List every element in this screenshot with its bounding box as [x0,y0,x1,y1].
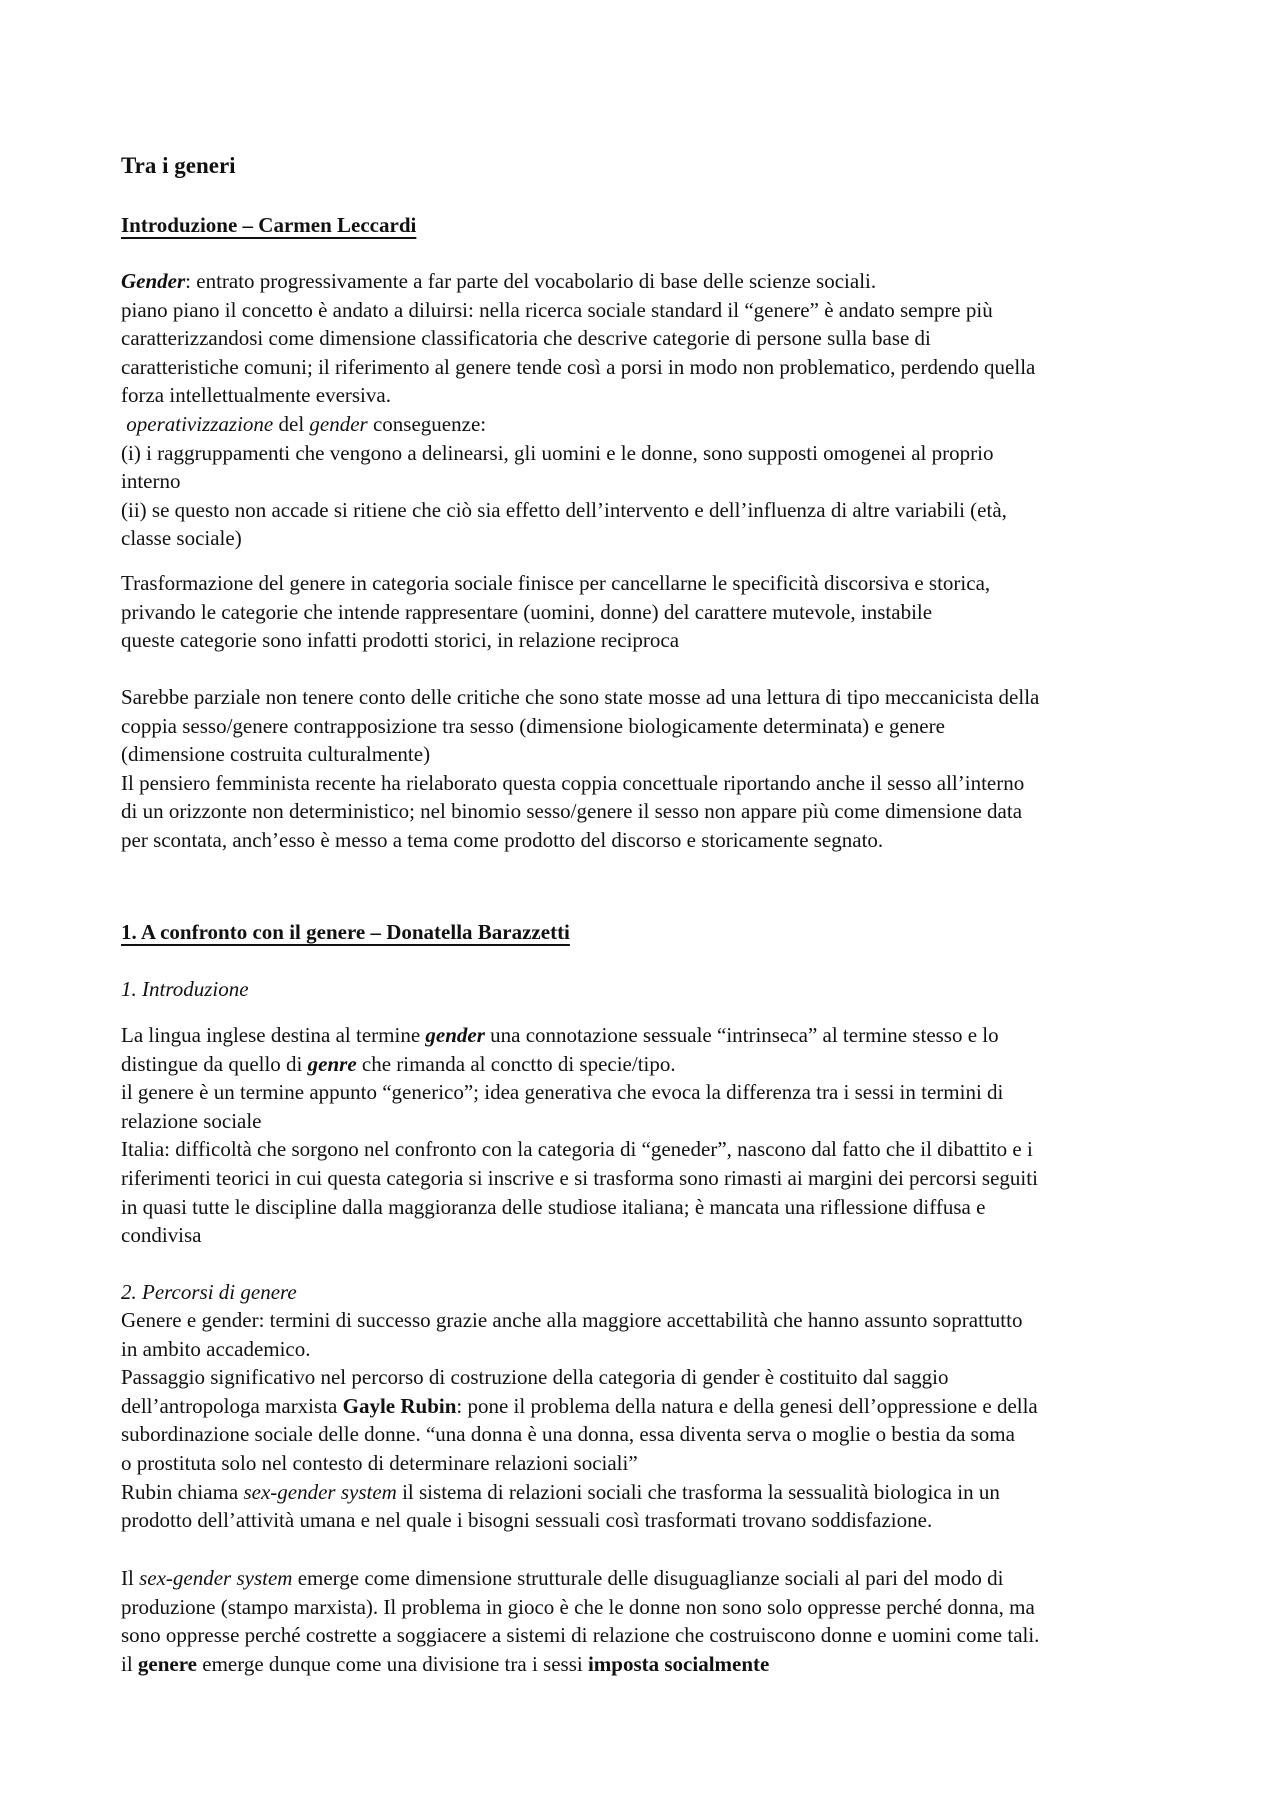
subsection-percorsi [121,1278,1171,1307]
text-line: di un orizzonte non deterministico; nel binomio sesso/genere il sesso non appare più come dimensione data [121,799,1023,824]
term-genere: genere [137,1651,198,1676]
text-line: produzione (stampo marxista). Il problema in gioco è che le donne non sono solo oppresse perché donna, ma [121,1594,1035,1619]
term-gender: gender [425,1023,485,1047]
paragraph-transformation [121,569,1171,655]
text-line: condivisa [121,1223,202,1248]
term-gender: Gender [121,269,186,293]
paragraph-sex-gender-system [121,1564,1171,1678]
text-line: riferimenti teorici in cui questa categoria si inscrive e si trasforma sono rimasti ai margini dei percorsi seguiti [121,1165,1038,1190]
text-line: caratterizzandosi come dimensione classificatoria che descrive categorie di persone sulla base di [121,326,931,351]
text-line: (dimensione costruita culturalmente) [121,742,431,767]
text-line: prodotto dell’attività umana e nel quale i bisogni sessuali così trasformati trovano soddisfazione. [121,1508,933,1533]
text-line: coppia sesso/genere contrapposizione tra sesso (dimensione biologicamente determinata) e genere [121,713,945,738]
text-line: Sarebbe parziale non tenere conto delle critiche che sono state mosse ad una lettura di tipo meccanicista della [121,685,1040,709]
text-line: classe sociale) [121,526,242,551]
text-line: queste categorie sono infatti prodotti storici, in relazione reciproca [121,628,680,653]
text-line: piano piano il concetto è andato a diluirsi: nella ricerca sociale standard il “genere” è andato sempre più [121,297,993,322]
text-line: (ii) se questo non accade si ritiene che ciò sia effetto dell’intervento e dell’influenza di altre variabili (età, [121,497,1007,522]
paragraph-english-gender [121,1021,1171,1250]
term-genre: genre [307,1051,357,1076]
term-imposta-socialmente: imposta socialmente [587,1651,770,1676]
paragraph-critique [121,683,1171,855]
text-line: La lingua inglese destina al termine gender una connotazione sessuale “intrinseca” al termine stesso e lo [121,1023,999,1047]
author-name: Gayle Rubin [342,1393,457,1418]
subsection-introduzione [121,975,1171,1004]
text-line: Rubin chiama sex-gender system il sistema di relazioni sociali che trasforma la sessualità biologica in un [121,1479,1000,1504]
text-line: o prostituta solo nel contesto di determinare relazioni sociali” [121,1450,638,1475]
text-line: Gender: entrato progressivamente a far parte del vocabolario di base delle scienze sociali. [121,269,877,293]
section1-heading: 1. A confronto con il genere – Donatella Barazzetti [121,920,570,944]
paragraph-rubin [121,1306,1171,1535]
text-line: il genere è un termine appunto “generico”; idea generativa che evoca la differenza tra i sessi in termini di [121,1080,1004,1105]
document-title: Tra i generi [121,153,236,178]
text-line: Passaggio significativo nel percorso di costruzione della categoria di gender è costituito dal saggio [121,1365,949,1390]
text-line: privando le categorie che intende rappresentare (uomini, donne) del carattere mutevole, instabile [121,599,933,624]
text-line: Il pensiero femminista recente ha rielaborato questa coppia concettuale riportando anche il sesso all’interno [121,770,1025,795]
document-title-block [121,151,1171,180]
text-line: (i) i raggruppamenti che vengono a delinearsi, gli uomini e le donne, sono supposti omogenei al proprio [121,440,994,465]
text-line: distingue da quello di genre che rimanda al conctto di specie/tipo. [121,1051,676,1076]
text-line: il genere emerge dunque come una divisione tra i sessi imposta socialmente [121,1651,770,1676]
term-sex-gender-system: sex-gender system [243,1479,397,1504]
text-line: dell’antropologa marxista Gayle Rubin: pone il problema della natura e della genesi dell’oppressione e della [121,1393,1038,1418]
text-line: relazione sociale [121,1108,262,1133]
subsection-title: 2. Percorsi di genere [121,1280,297,1304]
text-line: Genere e gender: termini di successo grazie anche alla maggiore accettabilità che hanno assunto soprattutto [121,1308,1023,1332]
text-line: in ambito accademico. [121,1336,311,1361]
text-line: operativizzazione del gender conseguenze: [126,411,487,436]
text-line: Italia: difficoltà che sorgono nel confronto con la categoria di “geneder”, nascono dal fatto che il dibattito e i [121,1137,1033,1162]
text-line: in quasi tutte le discipline dalla maggioranza delle studiose italiana; è mancata una riflessione diffusa e [121,1194,986,1219]
text-line: forza intellettualmente eversiva. [121,383,391,408]
intro-heading: Introduzione – Carmen Leccardi [121,213,417,237]
text-line: caratteristiche comuni; il riferimento al genere tende così a porsi in modo non problematico, perdendo quella [121,354,1036,379]
paragraph-gender-definition [121,267,1171,553]
subsection-title: 1. Introduzione [121,977,249,1001]
text-line: sono oppresse perché costrette a soggiacere a sistemi di relazione che costruiscono donne e uomini come tali. [121,1623,1040,1648]
term-sex-gender-system: sex-gender system [139,1566,293,1590]
text-line: interno [121,469,181,494]
section1-heading-block [121,918,1171,947]
text-line: subordinazione sociale delle donne. “una donna è una donna, essa diventa serva o moglie o bestia da soma [121,1422,1015,1447]
text-line: per scontata, anch’esso è messo a tema come prodotto del discorso e storicamente segnato. [121,827,884,852]
text-line: Il sex-gender system emerge come dimensione strutturale delle disuguaglianze sociali al pari del modo di [121,1566,1004,1590]
intro-heading-block [121,211,1171,240]
text-line: Trasformazione del genere in categoria sociale finisce per cancellarne le specificità discorsiva e storica, [121,571,991,595]
